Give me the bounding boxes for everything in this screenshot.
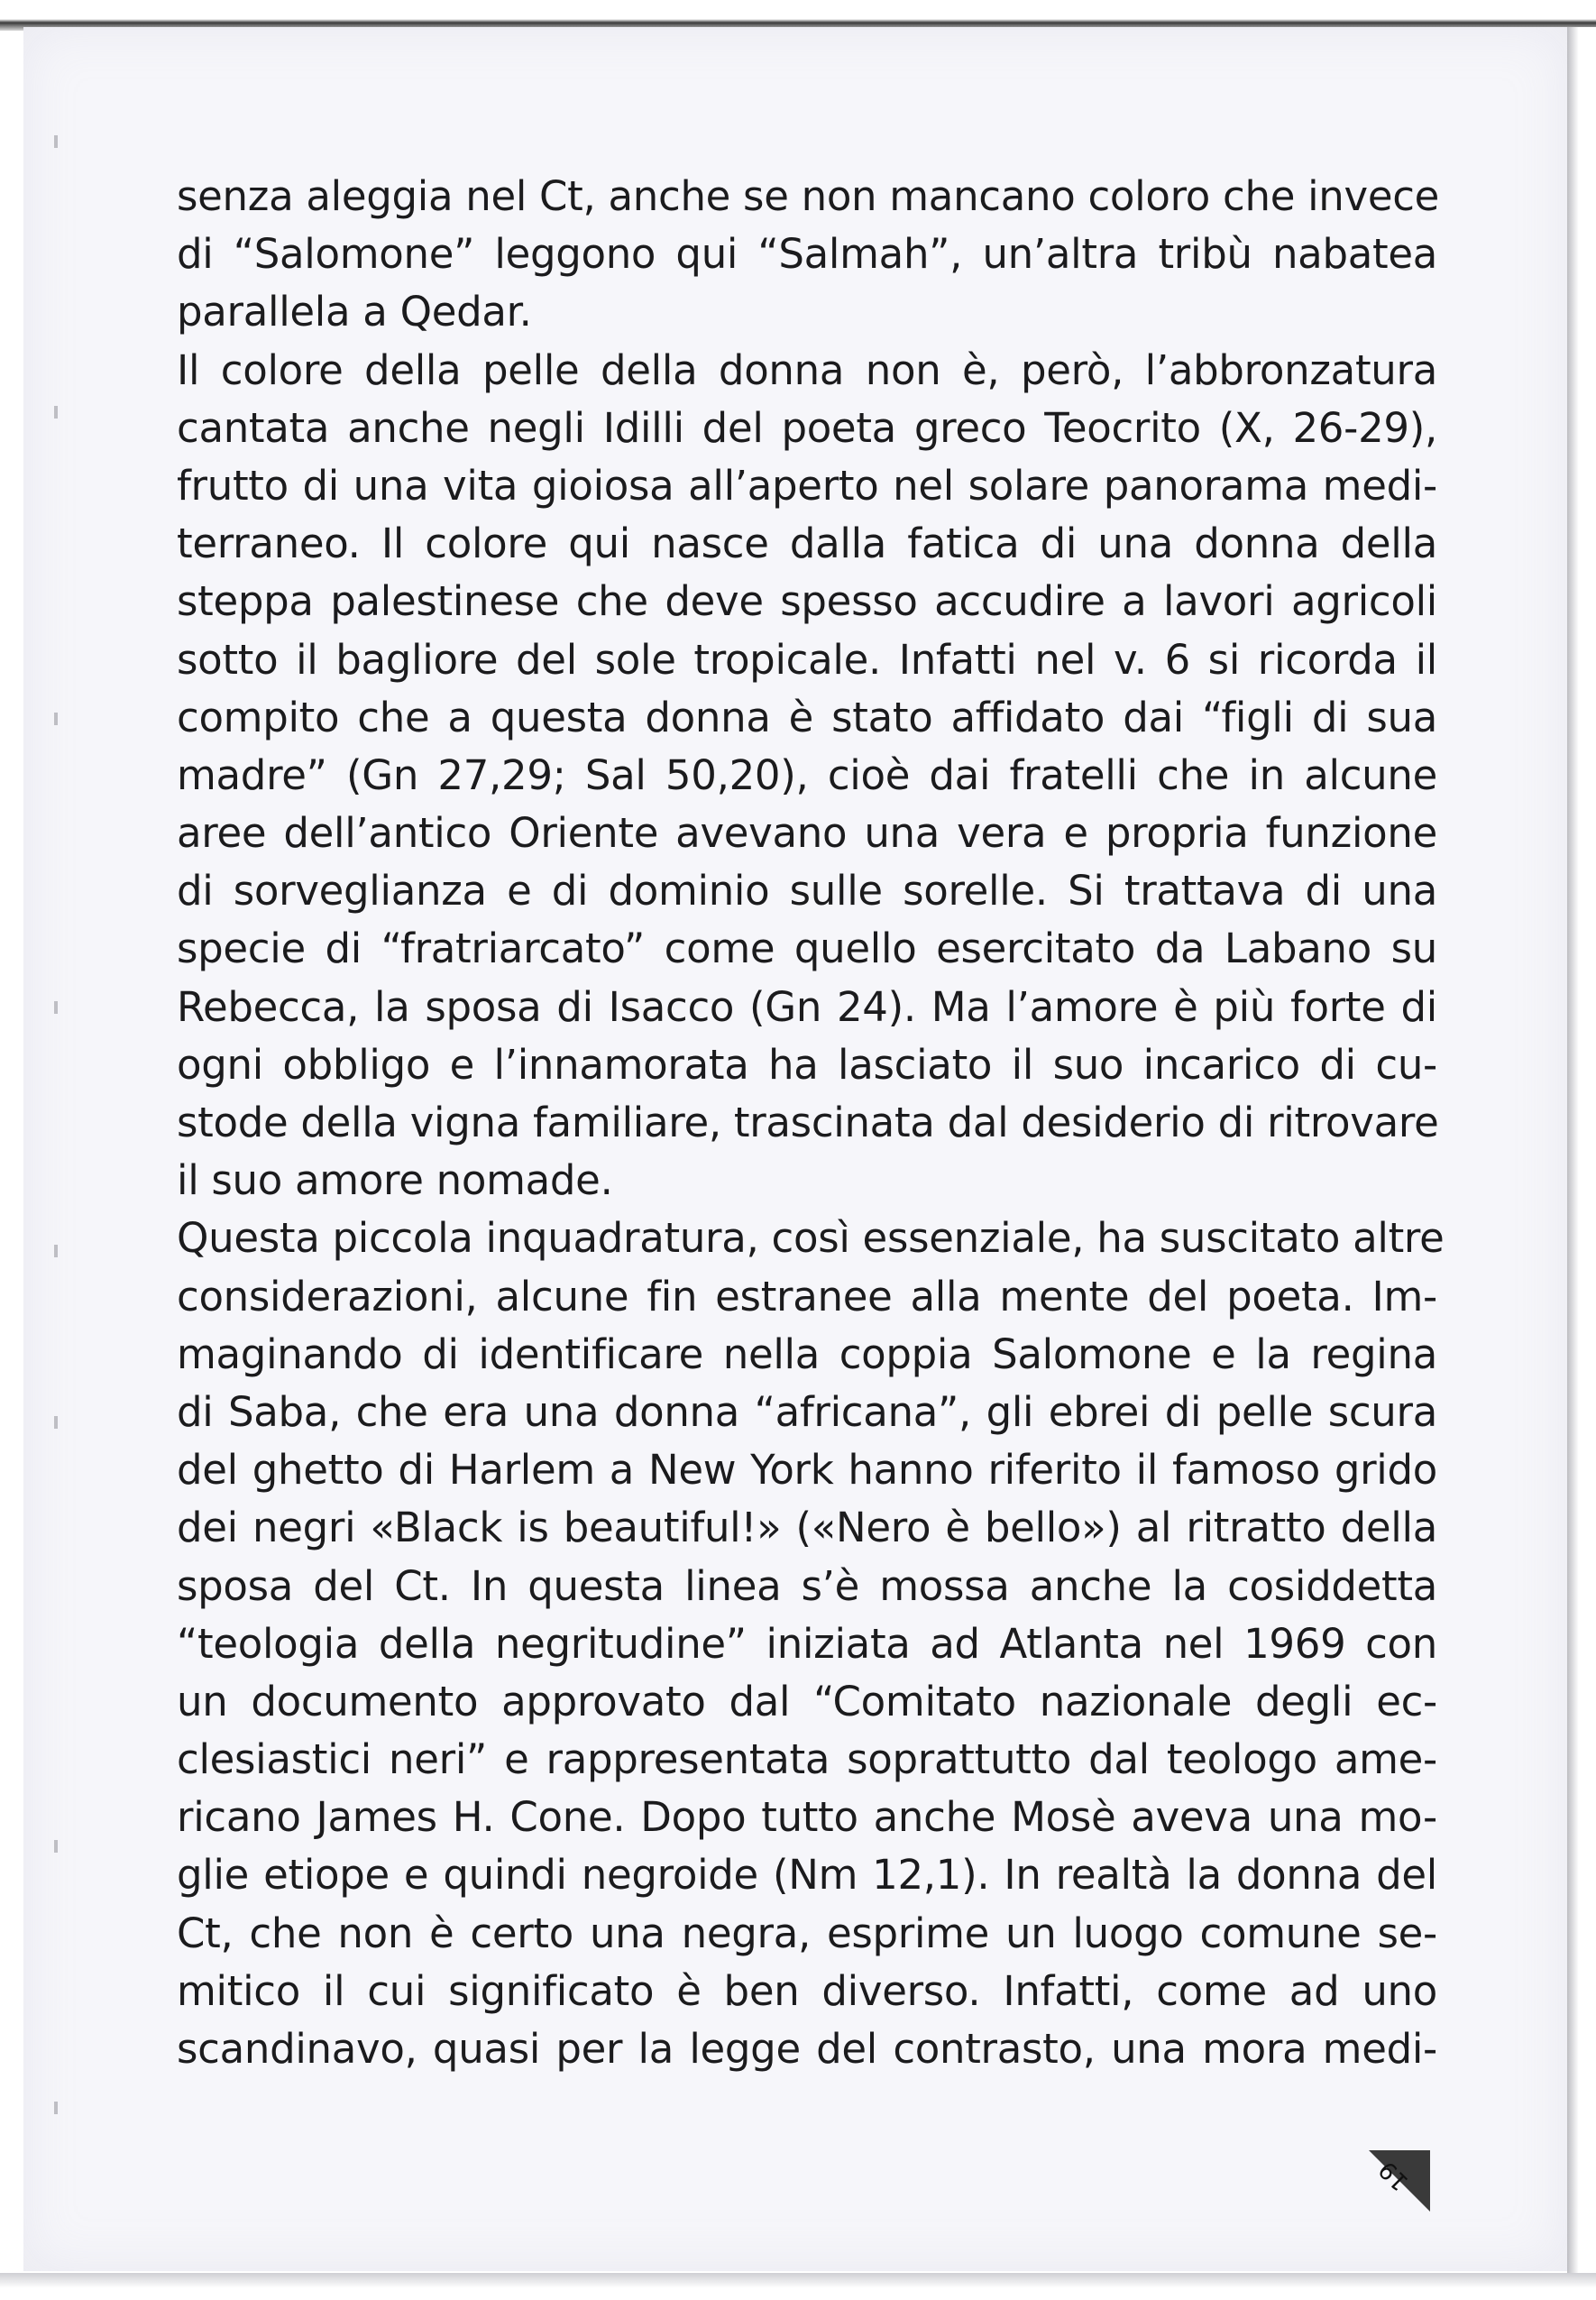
- binding-mark: [54, 1416, 58, 1429]
- text-line: il suo amore nomade.: [177, 1156, 613, 1205]
- text-line: specie di “fratriarcato” come quello esercitato da Labano su: [177, 925, 1437, 973]
- binding-mark: [54, 713, 58, 725]
- text-line: compito che a questa donna è stato affidato dai “figli di sua: [177, 693, 1437, 741]
- scan-top-edge: [0, 0, 1596, 31]
- text-line: steppa palestinese che deve spesso accudire a lavori agricoli: [177, 577, 1437, 626]
- text-line: di “Salomone” leggono qui “Salmah”, un’altra tribù nabatea: [177, 230, 1437, 279]
- text-line: ricano James H. Cone. Dopo tutto anche Mosè aveva una mo-: [177, 1793, 1437, 1842]
- text-line: Rebecca, la sposa di Isacco (Gn 24). Ma l’amore è più forte di: [177, 982, 1437, 1031]
- text-line: Ct, che non è certo una negra, esprime un luogo comune se-: [177, 1909, 1437, 1957]
- text-line: “teologia della negritudine” iniziata ad Atlanta nel 1969 con: [177, 1619, 1437, 1668]
- page-corner: [1369, 2150, 1430, 2212]
- text-line: frutto di una vita gioiosa all’aperto nel solare panorama medi-: [177, 461, 1437, 510]
- text-line: di sorveglianza e di dominio sulle sorelle. Si trattava di una: [177, 867, 1437, 915]
- text-line: senza aleggia nel Ct, anche se non mancano coloro che invece: [177, 172, 1440, 220]
- text-line: madre” (Gn 27,29; Sal 50,20), cioè dai fratelli che in alcune: [177, 750, 1437, 799]
- binding-mark: [54, 1840, 58, 1853]
- text-line: Questa piccola inquadratura, così essenziale, ha suscitato altre: [177, 1214, 1445, 1263]
- text-line: considerazioni, alcune fin estranee alla mente del poeta. Im-: [177, 1272, 1437, 1320]
- text-line: di Saba, che era una donna “africana”, gli ebrei di pelle scura: [177, 1387, 1437, 1436]
- text-line: clesiastici neri” e rappresentata soprattutto dal teologo ame-: [177, 1735, 1437, 1784]
- text-line: sposa del Ct. In questa linea s’è mossa anche la cosiddetta: [177, 1561, 1437, 1610]
- page-number: 19: [1373, 2155, 1415, 2196]
- text-line: del ghetto di Harlem a New York hanno riferito il famoso grido: [177, 1446, 1437, 1495]
- text-line: cantata anche negli Idilli del poeta greco Teocrito (X, 26-29),: [177, 403, 1437, 452]
- binding-mark: [54, 135, 58, 148]
- text-line: terraneo. Il colore qui nasce dalla fatica di una donna della: [177, 520, 1437, 568]
- body-text: [177, 168, 1445, 2078]
- scan-right-edge: [1567, 27, 1596, 2273]
- binding-mark: [54, 2102, 58, 2114]
- text-line: parallela a Qedar.: [177, 288, 532, 336]
- text-line: sotto il bagliore del sole tropicale. Infatti nel v. 6 si ricorda il: [177, 635, 1437, 684]
- binding-mark: [54, 406, 58, 419]
- text-line: aree dell’antico Oriente avevano una vera e propria funzione: [177, 809, 1437, 858]
- text-line: maginando di identificare nella coppia Salomone e la regina: [177, 1329, 1437, 1378]
- text-line: ogni obbligo e l’innamorata ha lasciato il suo incarico di cu-: [177, 1040, 1437, 1089]
- binding-mark: [54, 1245, 58, 1257]
- scan-bottom-edge: [0, 2273, 1596, 2300]
- text-line: dei negri «Black is beautiful!» («Nero è bello») al ritratto della: [177, 1504, 1437, 1552]
- text-line: stode della vigna familiare, trascinata dal desiderio di ritrovare: [177, 1099, 1439, 1146]
- text-line: un documento approvato dal “Comitato nazionale degli ec-: [177, 1677, 1437, 1725]
- text-line: mitico il cui significato è ben diverso. Infatti, come ad uno: [177, 1966, 1437, 2015]
- text-line: scandinavo, quasi per la legge del contrasto, una mora medi-: [177, 2025, 1437, 2073]
- text-line: Il colore della pelle della donna non è, però, l’abbronzatura: [177, 345, 1437, 394]
- text-line: glie etiope e quindi negroide (Nm 12,1). In realtà la donna del: [177, 1851, 1437, 1900]
- binding-mark: [54, 1001, 58, 1014]
